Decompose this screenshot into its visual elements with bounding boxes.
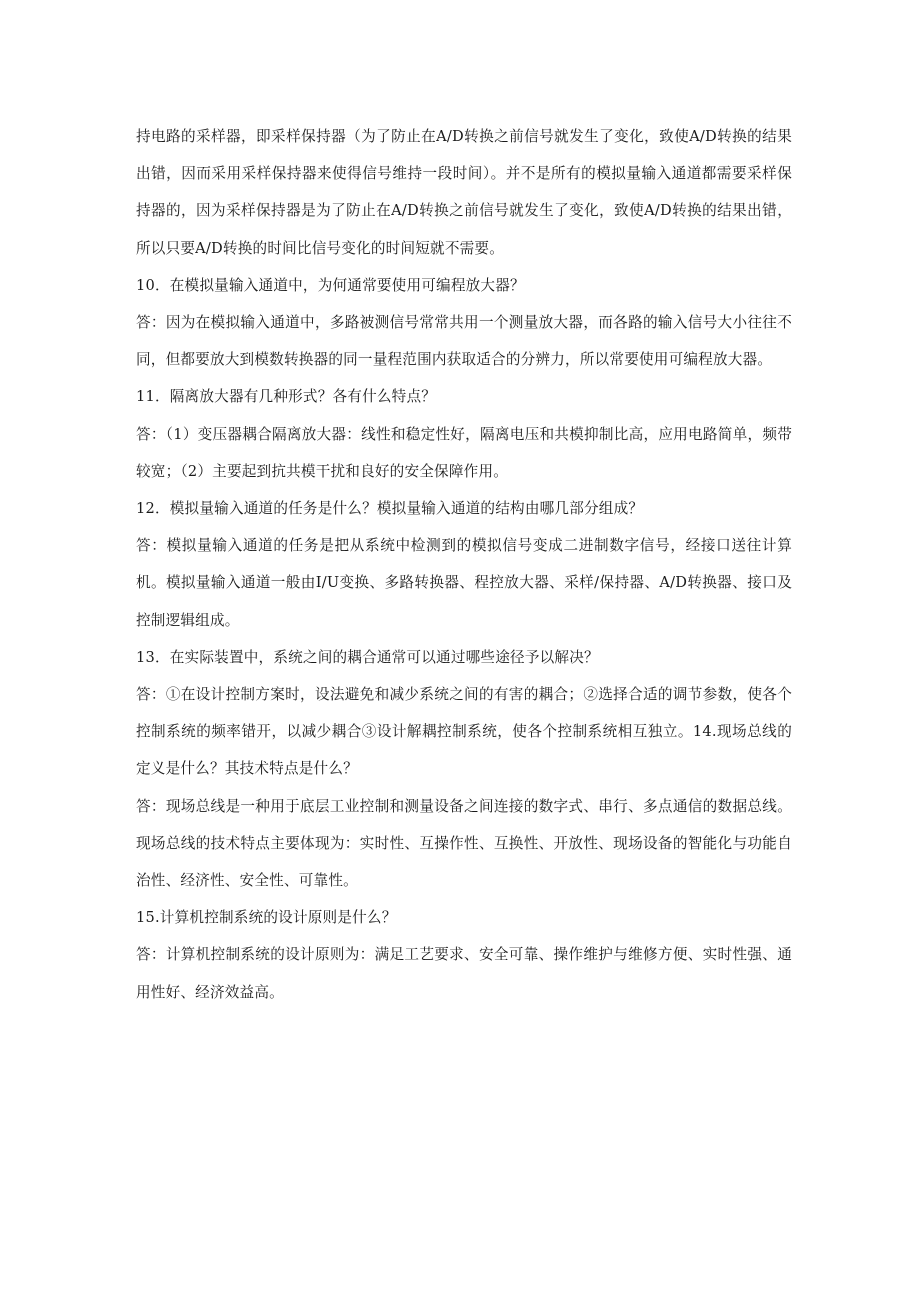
question-11: 11．隔离放大器有几种形式？各有什么特点？: [136, 388, 437, 406]
answer-15: 答：计算机控制系统的设计原则为：满足工艺要求、安全可靠、操作维护与维修方便、实时性强、通用性好、经济效益高。: [136, 946, 792, 1001]
answer-14: 答：现场总线是一种用于底层工业控制和测量设备之间连接的数字式、串行、多点通信的数据总线。现场总线的技术特点主要体现为：实时性、互操作性、互换性、开放性、现场设备的智能化与功能自治性、经济性、安全性、可靠性。: [136, 797, 792, 890]
paragraph-sample-hold-continuation: 持电路的采样器，即采样保持器（为了防止在A/D转换之前信号就发生了变化，致使A/D转换的结果出错，因而采用采样保持器来使得信号维持一段时间）。并不是所有的模拟量输入通道都需要采样保持器的，因为采样保持器是为了防止在A/D转换之前信号就发生了变化，致使A/D转换的结果出错，所以只要A/D转换的时间比信号变化的时间短就不需要。: [136, 128, 792, 257]
answer-11: 答：（1）变压器耦合隔离放大器：线性和稳定性好，隔离电压和共模抑制比高，应用电路简单，频带较宽；（2）主要起到抗共模干扰和良好的安全保障作用。: [136, 425, 792, 480]
question-12: 12．模拟量输入通道的任务是什么？模拟量输入通道的结构由哪几部分组成？: [136, 500, 644, 518]
question-10: 10．在模拟量输入通道中，为何通常要使用可编程放大器？: [136, 276, 525, 294]
question-13: 13．在实际装置中，系统之间的耦合通常可以通过哪些途径予以解决？: [136, 648, 599, 666]
question-15: 15.计算机控制系统的设计原则是什么？: [136, 909, 397, 927]
answer-12: 答：模拟量输入通道的任务是把从系统中检测到的模拟信号变成二进制数字信号，经接口送往计算机。模拟量输入通道一般由I/U变换、多路转换器、程控放大器、采样/保持器、A/D转换器、接口及控制逻辑组成。: [136, 537, 792, 629]
answer-10: 答：因为在模拟输入通道中，多路被测信号常常共用一个测量放大器，而各路的输入信号大小往往不同，但都要放大到模数转换器的同一量程范围内获取适合的分辨力，所以常要使用可编程放大器。: [136, 314, 792, 369]
answer-13-and-question-14: 答：①在设计控制方案时，设法避免和减少系统之间的有害的耦合；②选择合适的调节参数，使各个控制系统的频率错开，以减少耦合③设计解耦控制系统，使各个控制系统相互独立。14.现场总线的定义是什么？其技术特点是什么？: [136, 686, 792, 778]
document-body: [136, 118, 792, 1011]
